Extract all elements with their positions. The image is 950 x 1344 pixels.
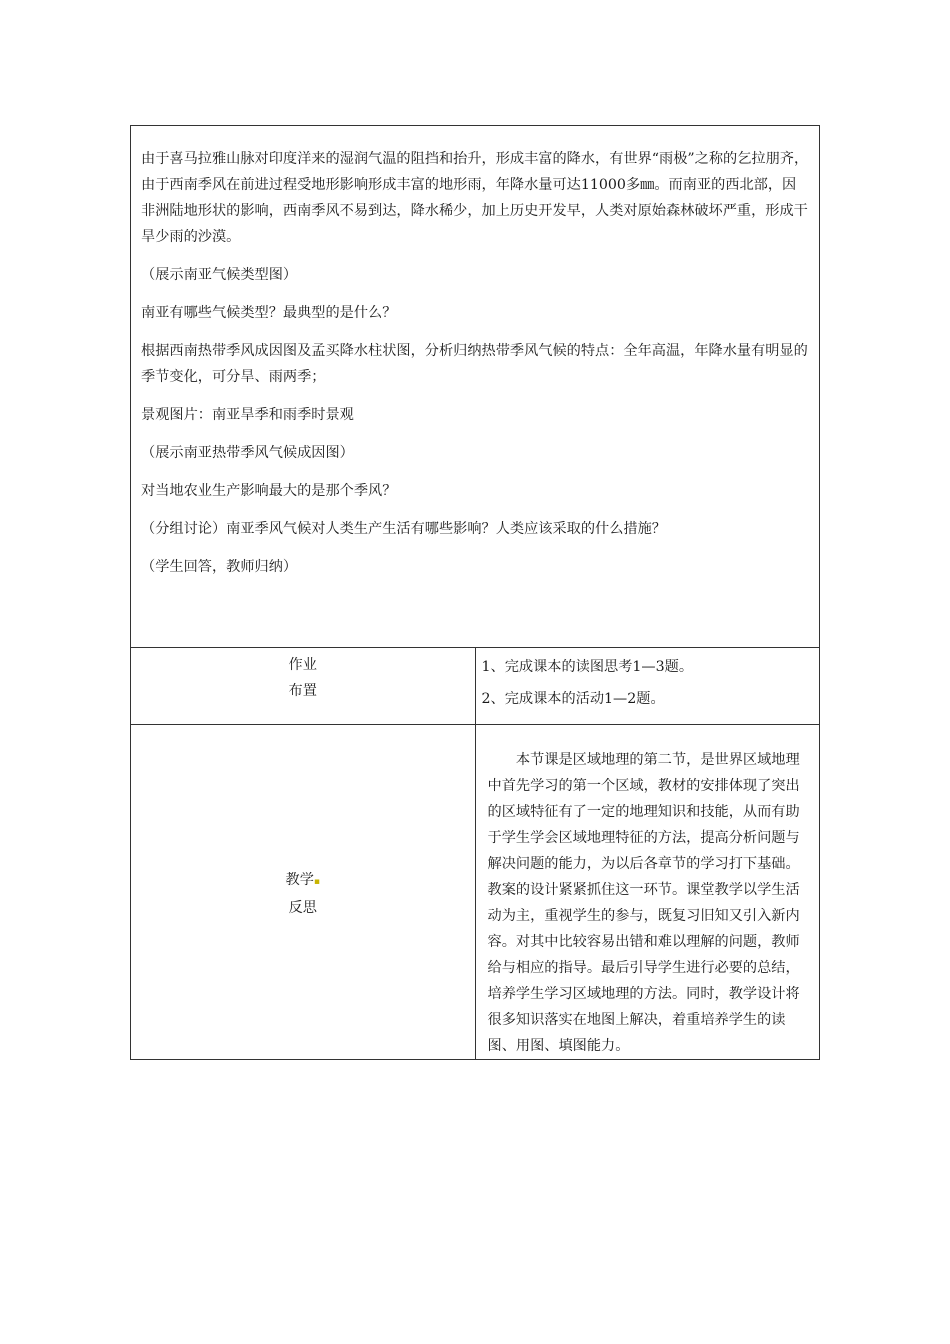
- reflection-text: 本节课是区域地理的第二节，是世界区域地理中首先学习的第一个区域，教材的安排体现了突出的区域特征有了一定的地理知识和技能，从而有助于学生学会区域地理特征的方法，提高分析问题与解决问题的能力，为以后各章节的学习打下基础。教案的设计紧紧抓住这一环节。课堂教学以学生活动为主，重视学生的参与，既复习旧知又引入新内容。对其中比较容易出错和难以理解的问题，教师给与相应的指导。最后引导学生进行必要的总结，培养学生学习区域地理的方法。同时，教学设计将很多知识落实在地图上解决，着重培养学生的读图、用图、填图能力。: [475, 725, 820, 1060]
- homework-content: [475, 648, 820, 725]
- format-mark-icon: ▪: [313, 877, 320, 887]
- paragraph-analysis: 根据西南热带季风成因图及孟买降水柱状图，分析归纳热带季风气候的特点：全年高温，年降水量有明显的季节变化，可分旱、雨两季；: [141, 343, 808, 385]
- homework-label: [131, 648, 476, 725]
- paragraph-monsoon-rainfall: 由于喜马拉雅山脉对印度洋来的湿润气温的阻挡和抬升，形成丰富的降水，有世界“雨极”之称的乞拉朋齐，由于西南季风在前进过程受地形影响形成丰富的地形雨，年降水量可达11000多㎜。而南亚的西北部，因非洲陆地形状的影响，西南季风不易到达，降水稀少，加上历史开发早，人类对原始森林破坏严重，形成干旱少雨的沙漠。: [141, 151, 809, 245]
- reflection-label-line2: 反思: [288, 900, 317, 916]
- lesson-plan-table: [130, 125, 820, 1060]
- homework-label-line1: 作业: [288, 657, 317, 673]
- paragraph-show-cause-map: （展示南亚热带季风气候成因图）: [141, 445, 354, 461]
- paragraph-question-agriculture: 对当地农业生产影响最大的是那个季风？: [141, 483, 397, 499]
- paragraph-landscape-pictures: 景观图片：南亚旱季和雨季时景观: [141, 407, 354, 423]
- reflection-label: [131, 725, 476, 1060]
- paragraph-question-climate-types: 南亚有哪些气候类型？最典型的是什么？: [141, 305, 397, 321]
- paragraph-show-climate-map: （展示南亚气候类型图）: [141, 267, 298, 283]
- homework-item: 2、完成课本的活动1—2题。: [481, 691, 665, 707]
- paragraph-group-discussion: （分组讨论）南亚季风气候对人类生产生活有哪些影响？人类应该采取的什么措施？: [141, 521, 666, 537]
- homework-item: 1、完成课本的读图思考1—3题。: [481, 659, 694, 675]
- paragraph-student-answer: （学生回答，教师归纳）: [141, 559, 298, 575]
- homework-label-line2: 布置: [288, 683, 317, 699]
- reflection-label-line1: 教学▪: [285, 872, 320, 888]
- teaching-process-cell: [131, 126, 820, 648]
